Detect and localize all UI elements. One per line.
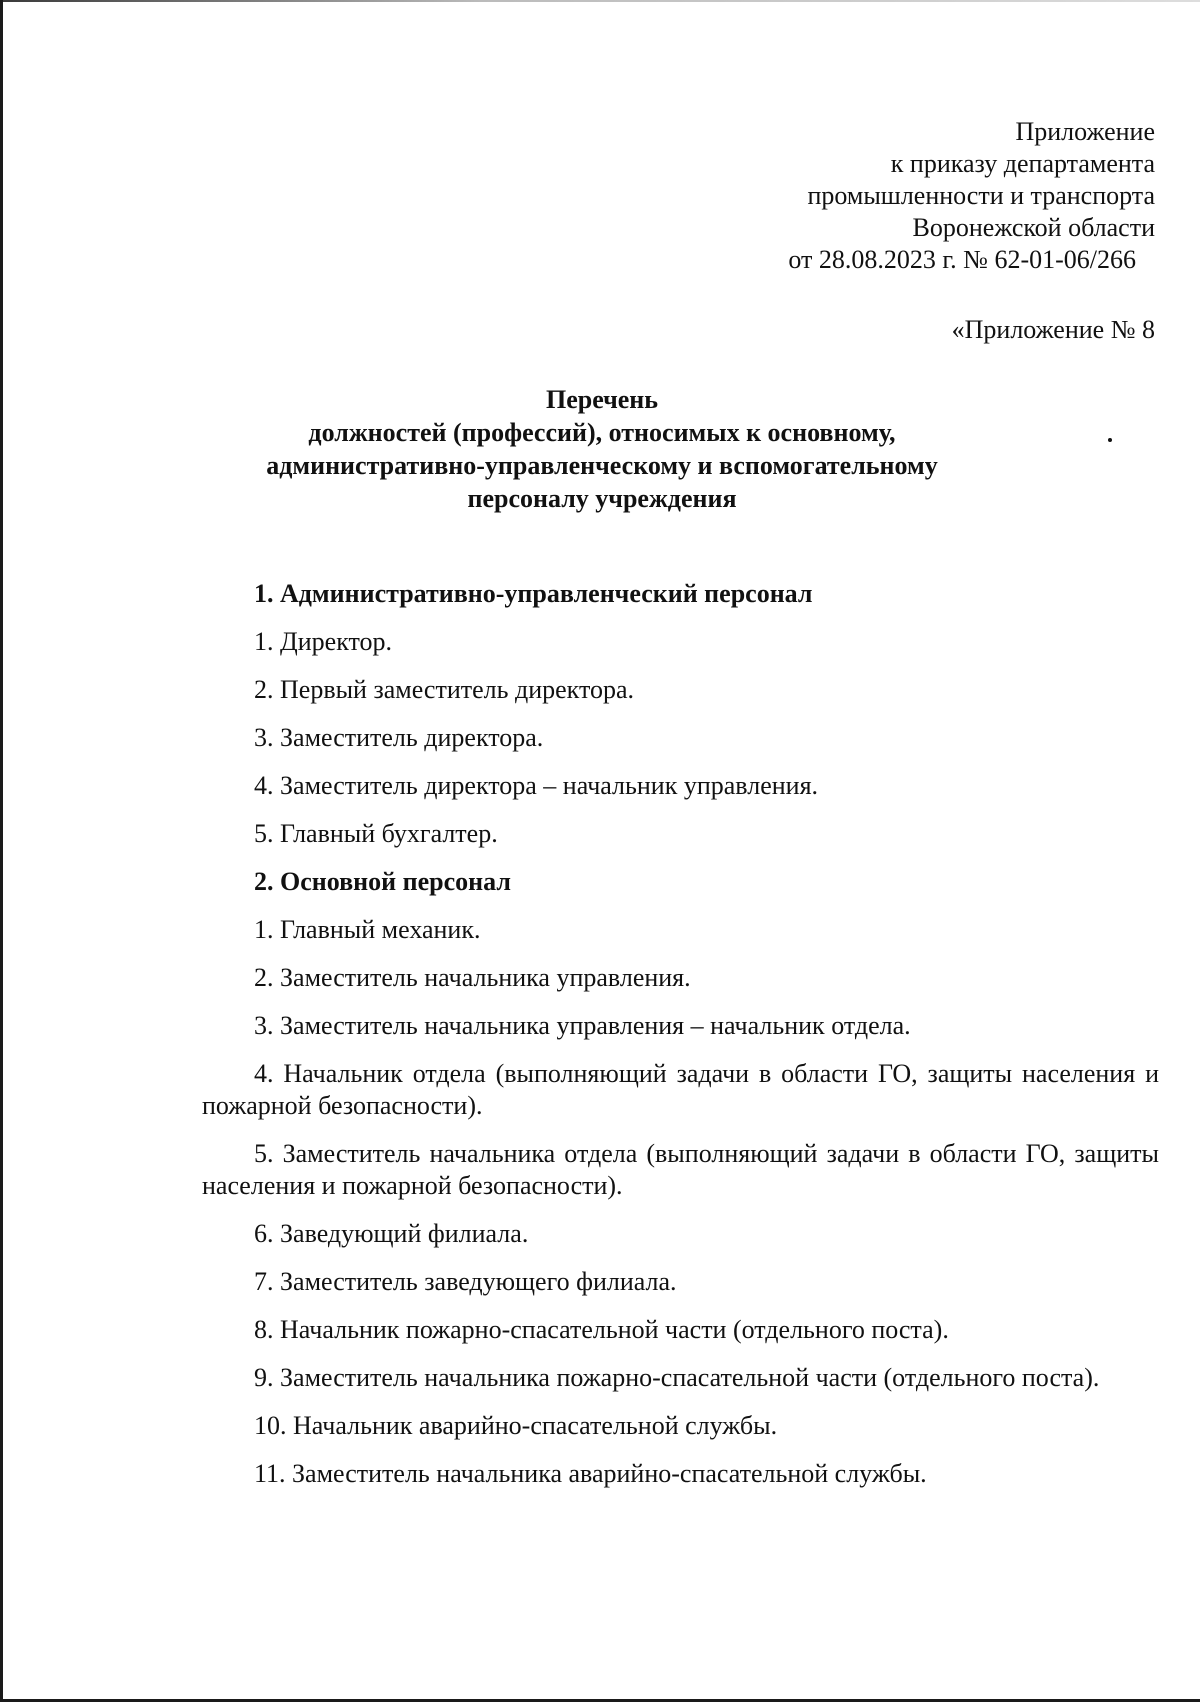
approval-line: промышленности и транспорта [807, 181, 1155, 210]
document-title [202, 383, 1002, 515]
title-line: персоналу учреждения [467, 484, 737, 513]
list-item: 9. Заместитель начальника пожарно-спасательной части (отдельного поста). [254, 1363, 1100, 1392]
list-item: 2. Первый заместитель директора. [254, 675, 635, 704]
title-line: должностей (профессий), относимых к основному, [308, 418, 896, 447]
list-item: 1. Директор. [254, 627, 392, 656]
approval-block [788, 116, 1155, 276]
section-heading: 2. Основной персонал [254, 867, 511, 896]
scan-speck [1108, 438, 1112, 442]
order-number-line: от 28.08.2023 г. № 62-01-06/266 [788, 245, 1136, 274]
list-item: 10. Начальник аварийно-спасательной службы. [254, 1411, 778, 1440]
list-item: 3. Заместитель начальника управления – начальник отдела. [254, 1011, 911, 1040]
list-item: 7. Заместитель заведующего филиала. [254, 1267, 677, 1296]
title-line: административно-управленческому и вспомогательному [266, 451, 938, 480]
list-item: 5. Заместитель начальника отдела (выполняющий задачи в области ГО, защиты населения и пожарной безопасности). [202, 1139, 1159, 1200]
list-item: 3. Заместитель директора. [254, 723, 544, 752]
scan-edge-left [0, 0, 3, 1702]
positions-list [202, 578, 1159, 1506]
title-line: Перечень [545, 385, 659, 414]
approval-line: к приказу департамента [890, 149, 1155, 178]
list-item: 4. Начальник отдела (выполняющий задачи в области ГО, защиты населения и пожарной безопасности). [202, 1059, 1159, 1120]
list-item: 4. Заместитель директора – начальник управления. [254, 771, 819, 800]
list-item: 8. Начальник пожарно-спасательной части (отдельного поста). [254, 1315, 949, 1344]
list-item: 1. Главный механик. [254, 915, 481, 944]
list-item: 6. Заведующий филиала. [254, 1219, 529, 1248]
section-heading: 1. Административно-управленческий персонал [254, 579, 813, 608]
approval-line: Приложение [1015, 117, 1155, 146]
list-item: 2. Заместитель начальника управления. [254, 963, 691, 992]
list-item: 11. Заместитель начальника аварийно-спасательной службы. [254, 1459, 927, 1488]
list-item: 5. Главный бухгалтер. [254, 819, 498, 848]
approval-line: Воронежской области [912, 213, 1155, 242]
scan-edge-top [0, 0, 1200, 2]
appendix-reference: «Приложение № 8 [951, 315, 1155, 344]
